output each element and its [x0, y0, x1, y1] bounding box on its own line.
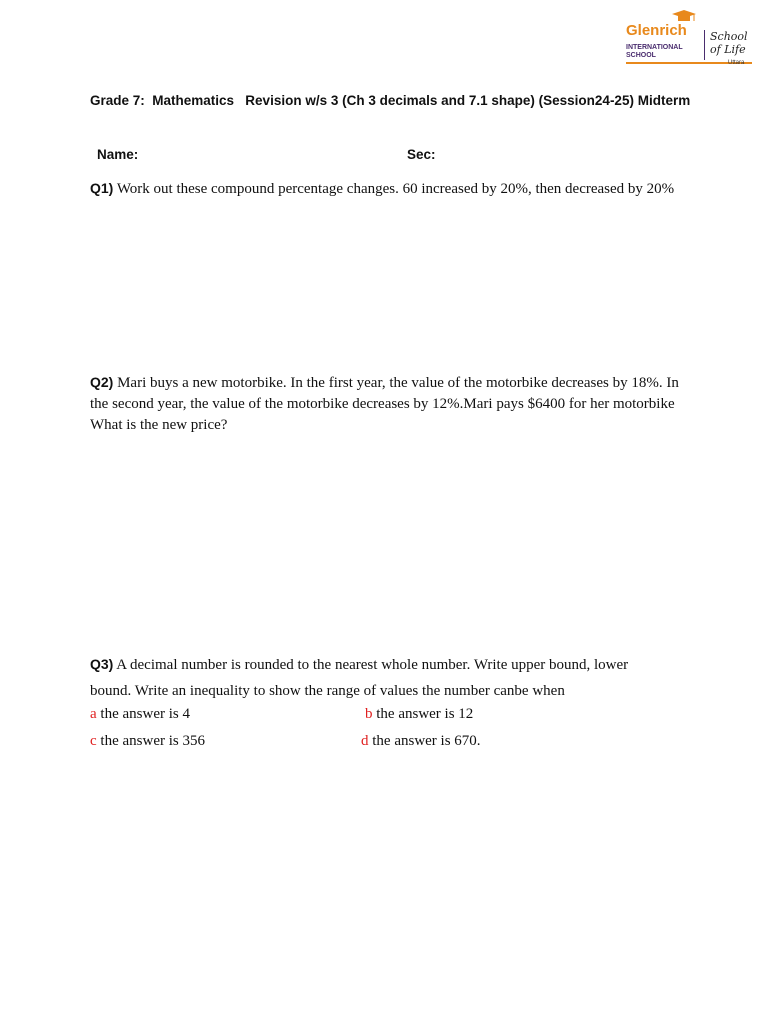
- logo-divider: [704, 30, 705, 60]
- option-letter: b: [365, 706, 373, 722]
- school-logo: [620, 6, 758, 68]
- logo-sub-line2: SCHOOL: [626, 52, 656, 59]
- option-text: the answer is 4: [96, 706, 190, 722]
- logo-location: Uttara: [728, 60, 745, 66]
- question-3-option-d: [361, 731, 481, 752]
- question-2-number: Q2): [90, 374, 114, 390]
- question-3: [90, 651, 690, 704]
- logo-tagline-line1: School: [710, 30, 748, 43]
- logo-subtitle: [626, 44, 683, 60]
- logo-sub-line1: INTERNATIONAL: [626, 44, 683, 51]
- option-letter: d: [361, 733, 369, 749]
- question-3-option-c: [90, 731, 205, 752]
- question-1: [90, 178, 730, 200]
- question-3-option-b: [365, 704, 473, 725]
- option-text: the answer is 670.: [368, 733, 481, 749]
- question-1-number: Q1): [90, 180, 114, 196]
- logo-brand: Glenrich: [626, 22, 687, 39]
- logo-tagline: [710, 30, 748, 56]
- sec-field-label: Sec:: [407, 147, 436, 162]
- question-3-text-line1: A decimal number is rounded to the nearest whole number. Write upper bound, lower: [113, 657, 629, 673]
- option-letter: c: [90, 733, 97, 749]
- question-1-text: Work out these compound percentage changes. 60 increased by 20%, then decreased by 20%: [113, 181, 675, 197]
- logo-tagline-line2: of Life: [710, 43, 746, 56]
- option-text: the answer is 12: [372, 706, 474, 722]
- question-2: [90, 372, 680, 436]
- question-3-option-a: [90, 704, 190, 725]
- question-2-text: Mari buys a new motorbike. In the first year, the value of the motorbike decreases by 18%. In the second year, the value of the motorbike decreases by 12%.Mari pays $6400 for her motorbike What is the new price?: [90, 375, 679, 433]
- page-title: Grade 7: Mathematics Revision w/s 3 (Ch 3 decimals and 7.1 shape) (Session24-25) Midterm: [90, 93, 691, 108]
- question-3-line1: [90, 651, 690, 678]
- name-field-label: Name:: [97, 147, 139, 162]
- option-text: the answer is 356: [96, 733, 205, 749]
- question-3-text-line2: bound. Write an inequality to show the range of values the number canbe when: [90, 683, 565, 699]
- question-3-number: Q3): [90, 656, 114, 672]
- option-letter: a: [90, 706, 97, 722]
